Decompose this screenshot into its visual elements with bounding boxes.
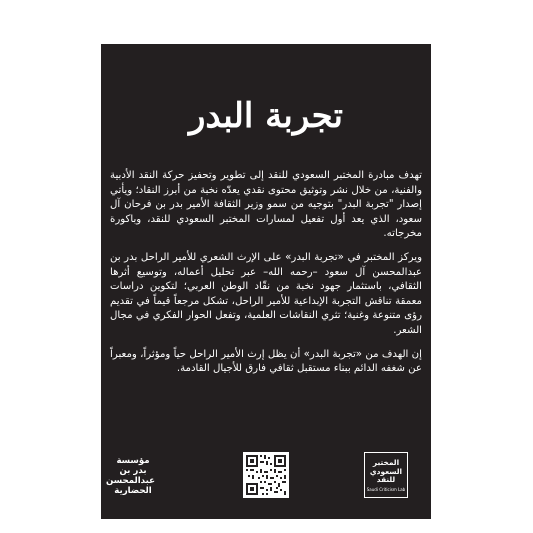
lab-logo-arabic xyxy=(365,459,407,485)
cover-blurb xyxy=(110,169,422,386)
qr-code-icon xyxy=(243,452,289,498)
book-title: تجربة البدر xyxy=(188,96,344,136)
foundation-logo-line: بدر بن xyxy=(119,466,147,476)
blurb-paragraph: تهدف مبادرة المختبر السعودي للنقد إلى تطوير وتحفيز حركة النقد الأدبية والفنية، من خلال نشر وتوثيق محتوى نقدي يعدّه نخبة من أبرز النقاد؛ ويأتي إصدار "تجربة البدر" بتوجيه من سمو وزير الثقافة الأمير بدر بن فرحان آل سعود، الذي يعد أول تفعيل لمسارات المختبر السعودي للنقد، وباكورة مخرجاته. xyxy=(110,170,422,240)
lab-logo-line: للنقد xyxy=(376,475,396,485)
lab-logo-line: السعودي xyxy=(369,466,403,476)
saudi-criticism-lab-logo xyxy=(364,452,408,498)
foundation-logo-line: عبدالمحسن xyxy=(106,476,155,486)
logo-strip xyxy=(101,452,431,500)
lab-logo-line: المختبر xyxy=(372,458,400,467)
blurb-paragraph: إن الهدف من «تجربة البدر» أن يظل إرث الأمير الراحل حياً ومؤثراً، ومعبراً عن شغفه الدائم ببناء مستقبل ثقافي فارق للأجيال القادمة. xyxy=(110,348,422,375)
foundation-logo-line: الحضارية xyxy=(114,486,152,496)
foundation-logo xyxy=(106,456,155,496)
foundation-logo-line: مؤسسة xyxy=(116,456,150,466)
blurb-paragraph: ويركز المختبر في «تجربة البدر» على الإرث الشعري للأمير الراحل بدر بن عبدالمحسن آل سعود –رحمه الله– عبر تحليل أعماله، وتوسيع أثرها الثقافي، باستثمار جهود نخبة من نقّاد الوطن العربي؛ لتكوين دراسات معمقة تناقش التجربة الإبداعية للأمير الراحل، تشكل مرجعاً قيماً في تقديم رؤى متنوعة وغنية؛ تثري النقاشات العلمية، وتفعل الحوار الفكري في مجال الشعر. xyxy=(110,251,422,336)
book-back-cover xyxy=(101,44,431,519)
lab-logo-english: Saudi Criticism Lab xyxy=(366,486,406,492)
